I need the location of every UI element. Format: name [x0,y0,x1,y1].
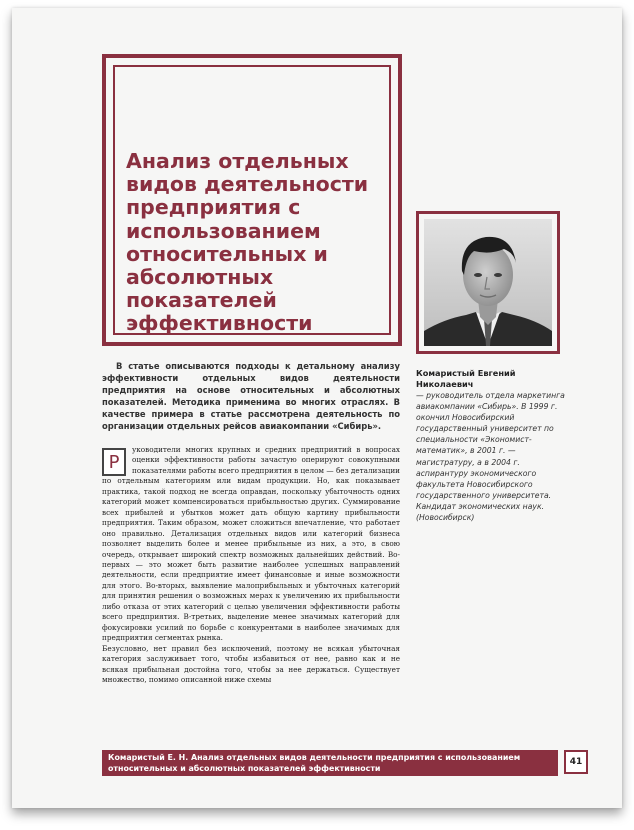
author-photo-frame [416,211,560,354]
article-title: Анализ отдельных видов деятельности предприятия с использованием относительных и абсолютных показателей эффективности [126,149,369,336]
article-abstract: В статье описываются подходы к детальному анализу эффективности отдельных видов деятельности предприятия на основе относительных и абсолютных показателей. Методика применима во многих отраслях. В качестве примера в статье рассмотрена деятельность по организации отдельных рейсов авиакомпании «Сибирь». [102,361,400,431]
title-frame [102,54,402,346]
page-number: 41 [564,750,588,774]
author-photo [424,219,552,346]
article-body [102,445,400,685]
journal-page [12,8,622,808]
drop-cap-spacer [102,445,132,475]
author-bio: — руководитель отдела маркетинга авиакомпании «Сибирь». В 1999 г. окончил Новосибирский государственный университет по специальности «Экономист-математик», в 2001 г. — магистратуру, а в 2004 г. аспирантуру экономического факультета Новосибирского государственного университета. Кандидат экономических наук. (Новосибирск) [416,391,565,523]
footer-citation: Комаристый Е. Н. Анализ отдельных видов деятельности предприятия с использованием относительных и абсолютных показателей эффективности [102,750,558,776]
body-paragraph-2: Безусловно, нет правил без исключений, поэтому не всякая убыточная категория заслуживает того, чтобы избавиться от нее, равно как и не всякая прибыльная достойна того, чтобы за нее держаться. Существует множество, помимо описанной ниже схемы [102,643,400,684]
drop-cap: Р [102,448,126,476]
body-paragraph-1: уководители многих крупных и средних предприятий в вопросах оценки эффективности работы зачастую оперируют совокупными показателями работы всего предприятия в целом — без детализации по отдельным категориям или видам продукции. Но, как показывает практика, такой подход не всегда оправдан, поскольку убыточность одних категорий может компенсироваться прибыльностью других. Суммирование всех прибылей и убытков может дать общую картину прибыльности предприятия. Таким образом, может сложиться впечатление, что работает оно правильно. Детализация отдельных видов или категорий бизнеса позволяет выделить более и менее прибыльные из них, а это, в свою очередь, открывает широкий спектр возможных дальнейших действий. Во-первых — это может быть развитие наиболее успешных направлений деятельности, если предприятие имеет финансовые и иные возможности для этого. Во-вторых, выявление малоприбыльных и убыточных категорий для принятия решения о возможных мерах к увеличению их прибыльности либо отказа от этих категорий с целью увеличения эффективности работы всего предприятия. В-третьих, выделение менее значимых категорий для фокусировки усилий по борьбе с конкурентами в наиболее значимых для предприятия сегментах рынка. [102,445,400,643]
author-name: Комаристый Евгений Николаевич [416,368,516,389]
author-portrait-image [424,219,552,346]
